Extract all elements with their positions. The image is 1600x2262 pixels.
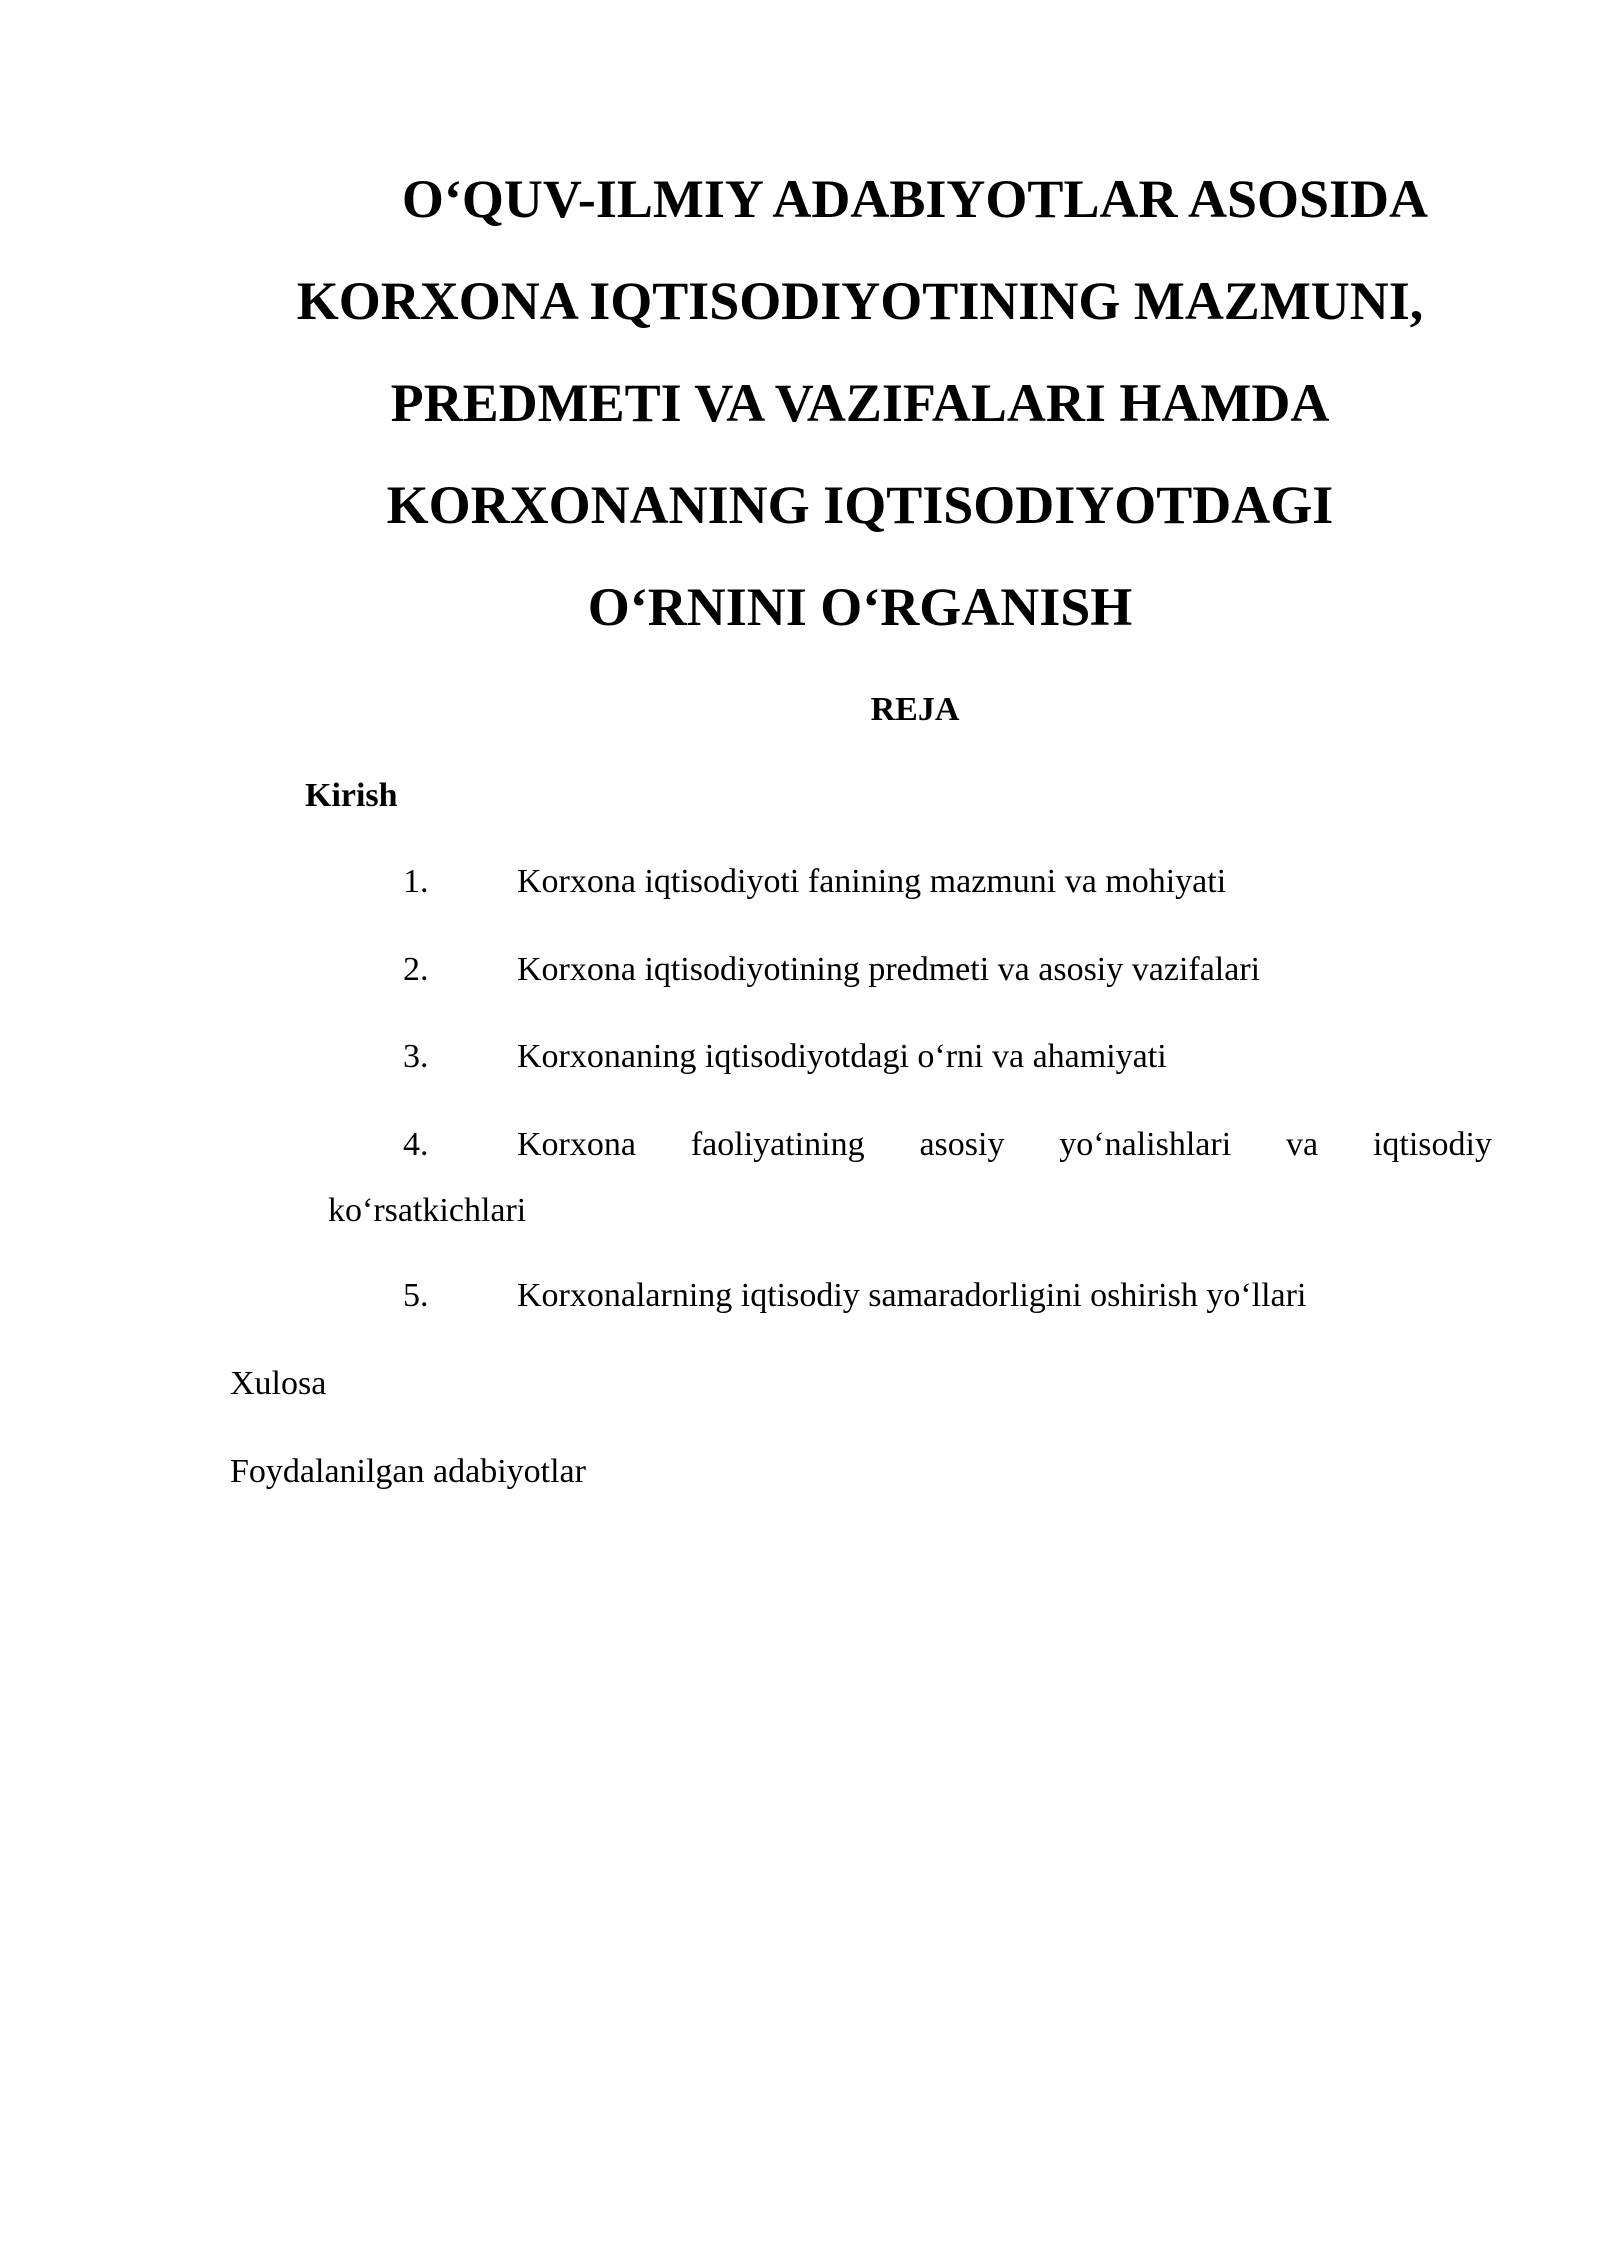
title-line: O‘QUV-ILMIY ADABIYOTLAR ASOSIDA <box>401 169 1429 229</box>
document-title <box>230 148 1490 658</box>
title-line: KORXONANING IQTISODIYOTDAGI <box>386 475 1334 535</box>
list-item-text <box>517 1123 1492 1167</box>
list-item-word: va <box>1286 1126 1319 1163</box>
list-item-text: Korxona iqtisodiyotining predmeti va asosiy vazifalari <box>517 951 1261 988</box>
conclusion-label: Xulosa <box>230 1365 327 1402</box>
title-line: KORXONA IQTISODIYOTINING MAZMUNI, <box>296 271 1424 331</box>
references-label: Foydalanilgan adabiyotlar <box>230 1453 586 1490</box>
intro-label: Kirish <box>305 777 398 814</box>
list-item-number: 4. <box>403 1126 429 1163</box>
title-line: PREDMETI VA VAZIFALARI HAMDA <box>390 373 1330 433</box>
list-item-word: faoliyatining <box>690 1126 865 1163</box>
list-item-word: yo‘nalishlari <box>1059 1126 1232 1163</box>
list-item-text-continuation: ko‘rsatkichlari <box>328 1192 527 1229</box>
list-item-number: 5. <box>403 1277 429 1314</box>
list-item-word: Korxona <box>517 1126 636 1163</box>
list-item-number: 2. <box>403 951 429 988</box>
list-item-word: asosiy <box>919 1126 1005 1163</box>
list-item-number: 1. <box>403 863 429 900</box>
list-item-text: Korxonalarning iqtisodiy samaradorligini oshirish yo‘llari <box>517 1277 1307 1314</box>
list-item-text: Korxona iqtisodiyoti fanining mazmuni va mohiyati <box>517 863 1227 900</box>
list-item-word: iqtisodiy <box>1372 1126 1492 1163</box>
plan-heading: REJA <box>870 691 960 728</box>
title-line: O‘RNINI O‘RGANISH <box>587 577 1133 637</box>
list-item-number: 3. <box>403 1038 429 1075</box>
list-item-text: Korxonaning iqtisodiyotdagi o‘rni va ahamiyati <box>517 1038 1167 1075</box>
